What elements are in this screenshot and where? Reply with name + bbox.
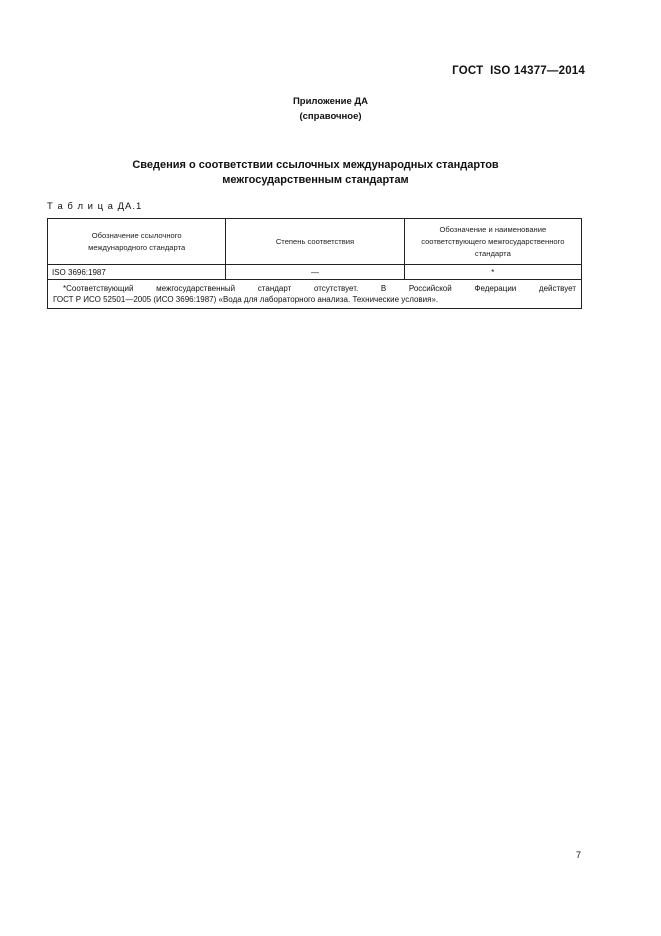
header-interstate-standard: Обозначение и наименование соответствующего межгосударственного стандарта bbox=[404, 219, 581, 265]
correspondence-table bbox=[47, 218, 582, 309]
document-code: ГОСТ ISO 14377—2014 bbox=[452, 65, 585, 77]
table-caption: Т а б л и ц а ДА.1 bbox=[47, 201, 143, 212]
header-degree-of-correspondence: Степень соответствия bbox=[226, 219, 404, 265]
table-footnote-row bbox=[48, 280, 582, 309]
header-international-standard: Обозначение ссылочного международного стандарта bbox=[48, 219, 226, 265]
section-title-line1: Сведения о соответствии ссылочных международных стандартов bbox=[132, 159, 499, 171]
table-footnote bbox=[48, 280, 582, 309]
section-title bbox=[0, 158, 631, 188]
footnote-line1: *Соответствующий межгосударственный стандарт отсутствует. В Российской Федерации действует bbox=[63, 284, 576, 293]
appendix-subtitle: (справочное) bbox=[299, 111, 362, 122]
table-row bbox=[48, 265, 582, 280]
footnote-line2: ГОСТ Р ИСО 52501—2005 (ИСО 3696:1987) «Вода для лабораторного анализа. Технические условия». bbox=[53, 295, 439, 304]
section-title-line2: межгосударственным стандартам bbox=[222, 174, 409, 186]
appendix-title: Приложение ДА bbox=[292, 96, 369, 107]
page-number: 7 bbox=[575, 850, 581, 860]
cell-standard: ISO 3696:1987 bbox=[48, 265, 226, 280]
table-header-row bbox=[48, 219, 582, 265]
cell-degree: — bbox=[226, 265, 404, 280]
cell-interstate: * bbox=[404, 265, 581, 280]
appendix-heading bbox=[0, 94, 661, 124]
